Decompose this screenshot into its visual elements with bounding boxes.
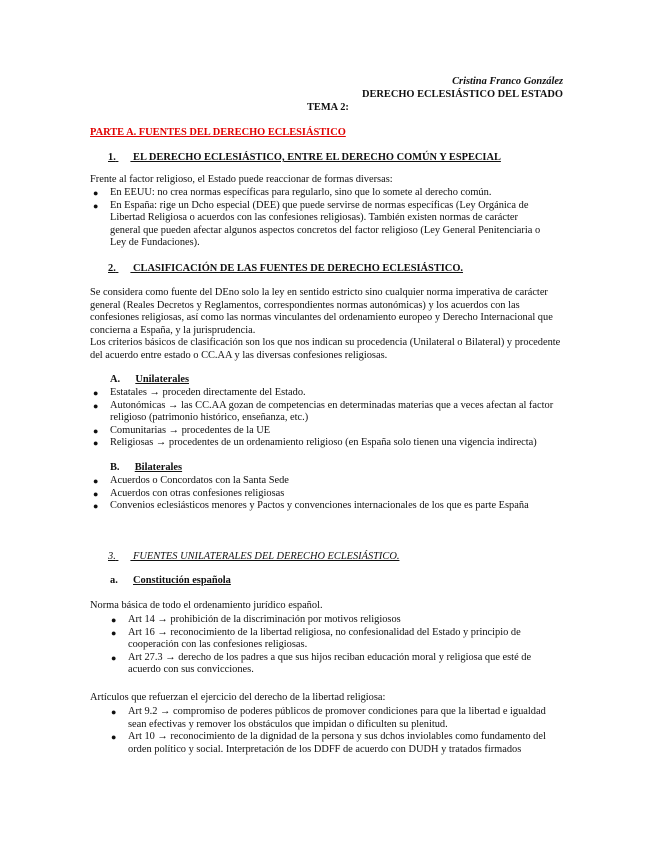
subject-title: DERECHO ECLESIÁSTICO DEL ESTADO xyxy=(361,89,563,100)
bullet-icon: ● xyxy=(93,425,99,436)
bullet-icon: ● xyxy=(93,400,99,411)
section-2-title: CLASIFICACIÓN DE LAS FUENTES DE DERECHO ECLESIÁSTICO. xyxy=(133,263,463,274)
constitution-articles-list xyxy=(111,614,565,677)
list-item: ● Acuerdos o Concordatos con la Santa Sede xyxy=(93,475,289,486)
bullet-icon: ● xyxy=(93,476,99,486)
bullet-icon: ● xyxy=(111,627,117,638)
bullet-icon: ● xyxy=(111,732,117,743)
topic-title: TEMA 2: xyxy=(307,102,349,113)
reinforcing-articles-list xyxy=(111,706,565,756)
section-1-heading xyxy=(108,152,501,165)
section-2-paragraph-1: Se considera como fuente del DEno solo la ley en sentido estricto sino cualquier norma imperativa de carácter general (Reales Decretos y Reglamentos, correspondientes normas autonómicas) y los acuerdos con las confesiones religiosas, así como las normas vinculantes del ordenamiento europeo y Derecho Internacional que concierna a España, y la jurisprudencia. xyxy=(90,287,553,336)
section-3-intro-2: Artículos que refuerzan el ejercicio del derecho de la libertad religiosa: xyxy=(90,692,386,703)
bullet-icon: ● xyxy=(93,488,99,499)
bullet-icon: ● xyxy=(93,188,99,198)
bullet-icon: ● xyxy=(111,615,117,625)
list-item: ● En EEUU: no crea normas específicas para regularlo, sino que lo somete al derecho común. xyxy=(93,187,492,198)
list-item: ● Convenios eclesiásticos menores y Pactos y convenciones internacionales de los que es parte España xyxy=(93,500,529,512)
bilateral-list xyxy=(93,475,570,513)
section-2-number: 2. xyxy=(108,263,116,274)
section-1-title: EL DERECHO ECLESIÁSTICO, ENTRE EL DERECHO COMÚN Y ESPECIAL xyxy=(133,152,501,163)
subsection-a-heading: A. Unilaterales xyxy=(110,374,190,385)
section-2-paragraph-2: Los criterios básicos de clasificación son los que nos indican su procedencia (Unilateral o Bilateral) y procedente del acuerdo entre estado o CC.AA y las diversas confesiones religiosas. xyxy=(90,337,561,361)
section-2-heading xyxy=(108,263,463,276)
section-3-heading xyxy=(108,551,399,564)
list-item: ● Acuerdos con otras confesiones religiosas xyxy=(93,487,285,499)
bullet-icon: ● xyxy=(111,652,117,663)
list-item: ● En España: rige un Dcho especial (DEE) que puede servirse de normas específicas (Ley Orgánica de Libertad Religiosa o acuerdos con las confesiones religiosas). También existen normas de carácter general que pueden afectar algunos aspectos concretos del factor religioso (Ley General Penitenciaria o Ley de Fundaciones). xyxy=(93,199,541,249)
subsection-b-heading: B. Bilaterales xyxy=(110,462,183,473)
list-item: ● Autonómicas → las CC.AA gozan de competencias en determinadas materias que a veces afectan al factor religioso (patrimonio histórico, enseñanza, etc.) xyxy=(93,399,554,424)
list-item: ● Religiosas → procedentes de un ordenamiento religioso (en España solo tienen una vigencia indirecta) xyxy=(93,437,537,449)
bullet-icon: ● xyxy=(93,388,99,398)
bullet-icon: ● xyxy=(111,707,117,717)
list-item: ● Art 10 → reconocimiento de la dignidad de la persona y sus dchos inviolables como fundamento del orden político y social. Interpretación de los DDFF de acuerdo con DUDH y tratados firmados xyxy=(111,731,546,755)
section-1-number: 1. xyxy=(108,152,116,163)
list-item: ● Art 14 → prohibición de la discriminación por motivos religiosos xyxy=(111,614,401,625)
list-item: ● Estatales → proceden directamente del Estado. xyxy=(93,387,306,398)
unilateral-list xyxy=(93,387,570,450)
bullet-icon: ● xyxy=(93,200,99,211)
part-a-heading: PARTE A. FUENTES DEL DERECHO ECLESIÁSTICO xyxy=(90,127,346,138)
list-item: ● Comunitarias → procedentes de la UE xyxy=(93,424,271,436)
bullet-icon: ● xyxy=(93,501,99,512)
section-1-intro: Frente al factor religioso, el Estado puede reaccionar de formas diversas: xyxy=(90,174,393,185)
list-item: ● Art 27.3 → derecho de los padres a que sus hijos reciban educación moral y religiosa que esté de acuerdo con sus convicciones. xyxy=(111,651,532,676)
section-3-title: FUENTES UNILATERALES DEL DERECHO ECLESIÁSTICO. xyxy=(133,551,400,562)
author-name: Cristina Franco González xyxy=(452,76,563,87)
section-3-intro: Norma básica de todo el ordenamiento jurídico español. xyxy=(90,600,323,611)
section-3-number: 3. xyxy=(108,551,116,562)
list-item: ● Art 16 → reconocimiento de la libertad religiosa, no confesionalidad del Estado y principio de cooperación con las confesiones religiosas. xyxy=(111,626,521,651)
subsection-a-constitution-heading: a. Constitución española xyxy=(110,575,231,586)
bullet-icon: ● xyxy=(93,438,99,449)
section-1-list xyxy=(93,187,550,250)
list-item: ● Art 9.2 → compromiso de poderes públicos de promover condiciones para que la libertad e igualdad sean efectivas y remover los obstáculos que impidan o dificulten su plenitud. xyxy=(111,706,546,730)
